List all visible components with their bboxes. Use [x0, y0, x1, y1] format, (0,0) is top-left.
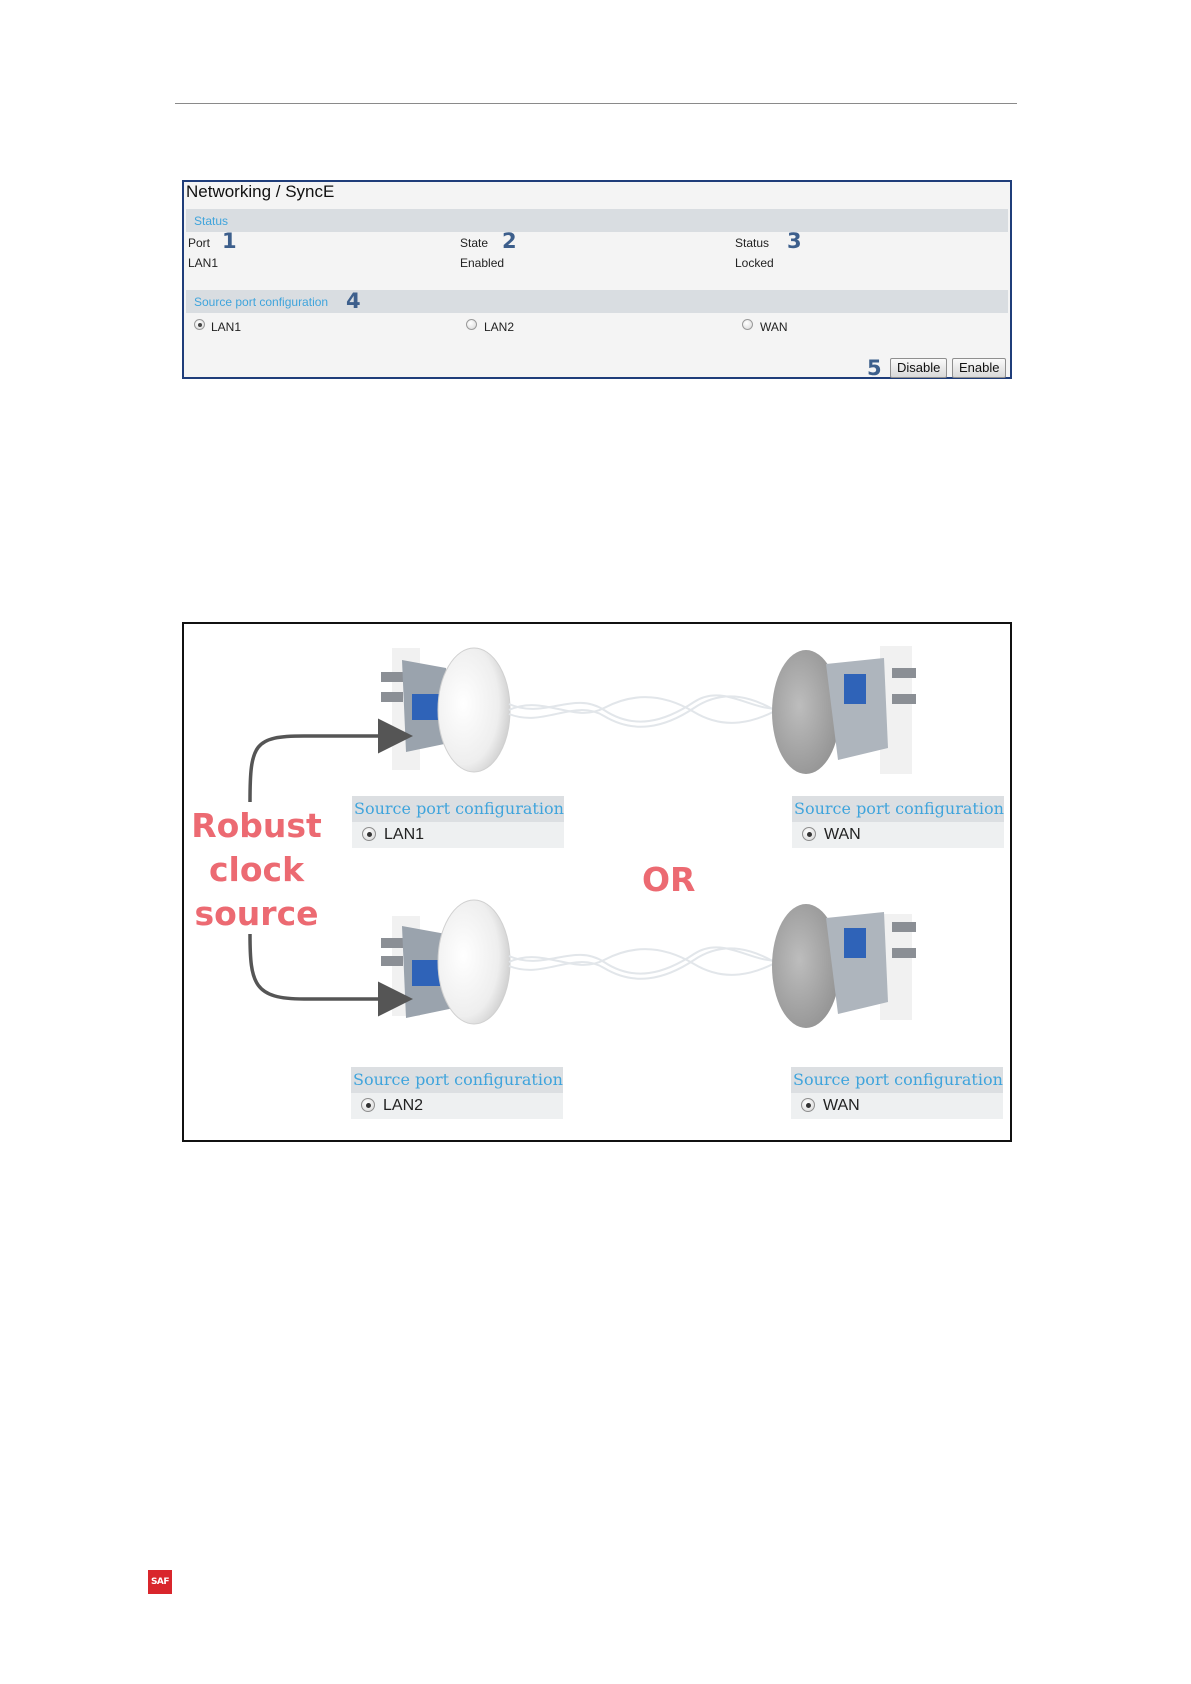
callout-5: 5	[867, 356, 882, 380]
header-rule	[175, 103, 1017, 104]
state-header: State	[460, 236, 489, 250]
radio-antenna-icon	[381, 900, 510, 1024]
caption-line-3: source	[194, 894, 319, 933]
source-port-section-header	[186, 290, 1008, 313]
caption-line-1: Robust	[191, 806, 322, 845]
port-value: LAN1	[188, 256, 219, 270]
radio-selected[interactable]	[361, 1098, 375, 1112]
port-header: Port	[188, 236, 211, 250]
page-title: Networking / SyncE	[186, 182, 335, 201]
radio-selected[interactable]	[801, 1098, 815, 1112]
source-port-section-label: Source port configuration	[194, 295, 329, 309]
radio-wan-label[interactable]: WAN	[760, 320, 788, 334]
option-label: WAN	[824, 826, 861, 843]
callout-1: 1	[222, 229, 237, 253]
status-value: Locked	[735, 256, 774, 270]
status-header: Status	[735, 236, 770, 250]
source-config-header: Source port configuration	[351, 1067, 563, 1093]
radio-selected[interactable]	[802, 827, 816, 841]
enable-button[interactable]: Enable	[952, 358, 1006, 378]
status-section-label: Status	[194, 214, 229, 228]
radio-lan2[interactable]	[466, 319, 477, 330]
option-label: LAN2	[383, 1097, 424, 1114]
option-label: WAN	[823, 1097, 860, 1114]
callout-2: 2	[502, 229, 517, 253]
radio-lan1[interactable]	[194, 319, 205, 330]
robust-clock-caption	[184, 804, 329, 936]
source-config-header: Source port configuration	[792, 796, 1004, 822]
synce-panel	[182, 180, 1012, 379]
state-value: Enabled	[460, 256, 505, 270]
microwave-link-icon	[509, 947, 784, 978]
source-config-top-left	[352, 796, 564, 848]
radio-antenna-icon	[772, 646, 916, 774]
radio-selected[interactable]	[362, 827, 376, 841]
saf-logo: SAF	[148, 1570, 172, 1594]
option-label: LAN1	[384, 826, 425, 843]
source-config-bottom-right	[791, 1067, 1003, 1119]
microwave-link-icon	[509, 695, 784, 726]
arrow-icon	[250, 736, 406, 802]
radio-antenna-icon	[772, 904, 916, 1028]
radio-wan[interactable]	[742, 319, 753, 330]
sync-illustration	[182, 622, 1012, 1142]
caption-line-2: clock	[208, 850, 305, 889]
status-section-header	[186, 209, 1008, 232]
callout-4: 4	[346, 289, 361, 313]
callout-3: 3	[787, 229, 802, 253]
radio-lan2-label[interactable]: LAN2	[484, 320, 515, 334]
radio-antenna-icon	[381, 648, 510, 772]
or-label: OR	[642, 860, 696, 899]
radio-lan1-label[interactable]: LAN1	[211, 320, 242, 334]
disable-button[interactable]: Disable	[890, 358, 947, 378]
source-config-header: Source port configuration	[352, 796, 564, 822]
source-config-header: Source port configuration	[791, 1067, 1003, 1093]
source-config-bottom-left	[351, 1067, 563, 1119]
source-config-top-right	[792, 796, 1004, 848]
